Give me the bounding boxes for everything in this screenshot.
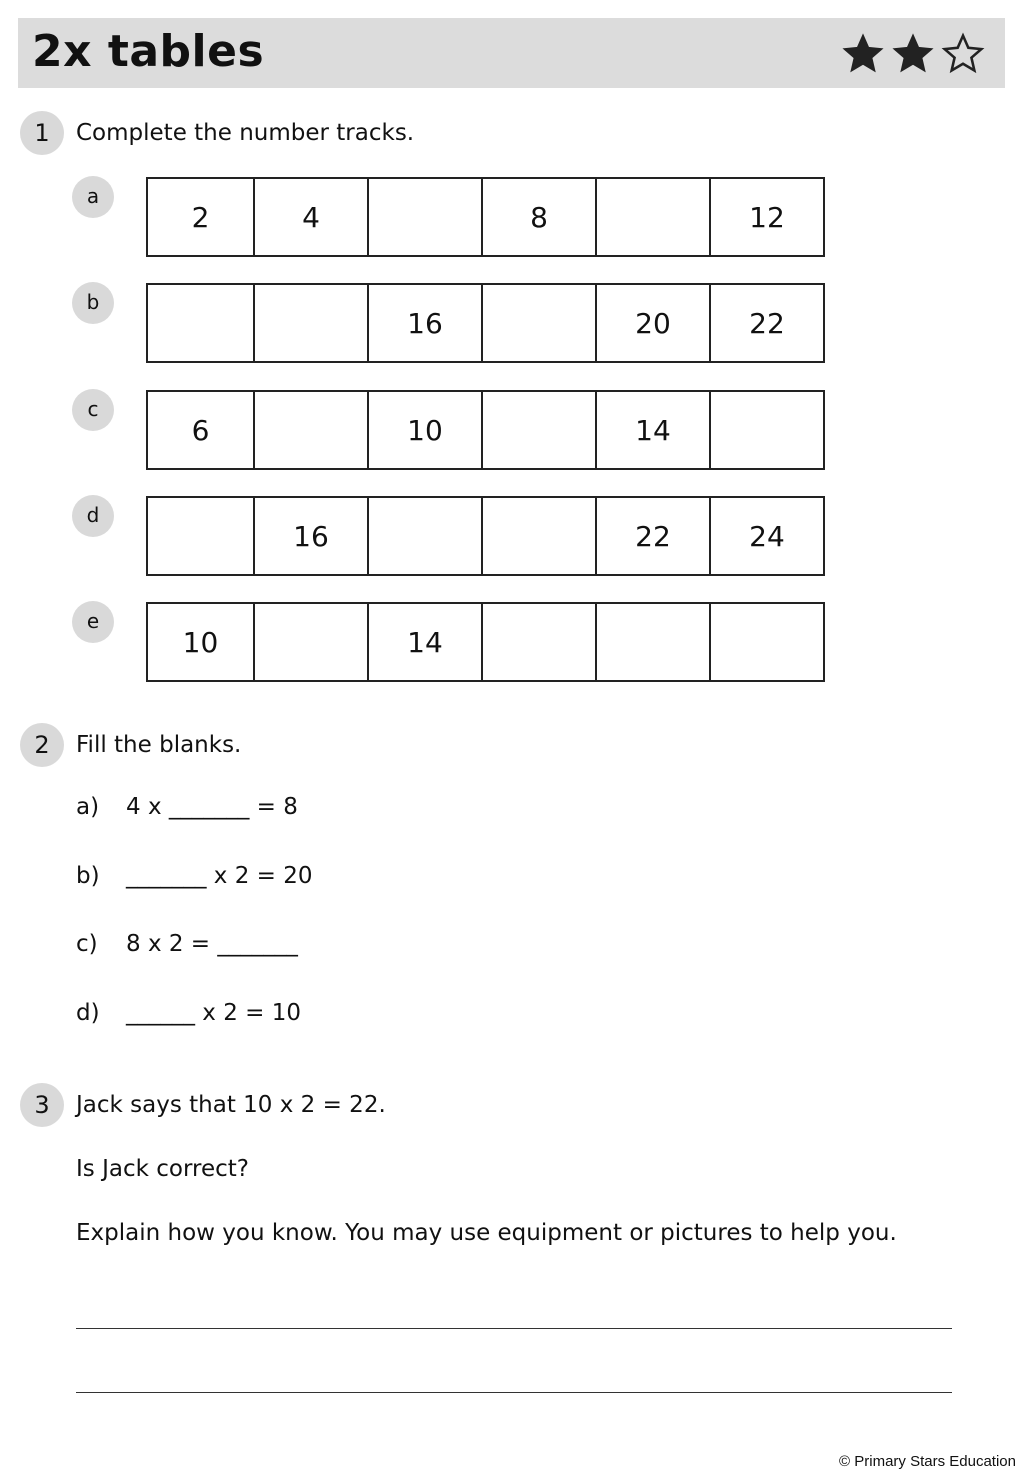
track-cell[interactable] [369, 498, 483, 574]
star-empty-icon [941, 32, 985, 76]
worksheet-header [18, 18, 1005, 88]
number-track-d [146, 496, 825, 576]
equation-text: _______ x 2 = 20 [126, 863, 313, 889]
answer-line[interactable] [76, 1392, 952, 1393]
track-cell: 16 [369, 285, 483, 361]
track-cell: 4 [255, 179, 369, 255]
track-cell: 6 [148, 392, 255, 468]
track-a-label: a [72, 176, 114, 218]
question-2-number: 2 [20, 723, 64, 767]
track-cell[interactable] [483, 285, 597, 361]
item-label: c) [76, 931, 98, 957]
fill-blank-c[interactable] [76, 929, 298, 959]
star-filled-icon [891, 32, 935, 76]
track-d-label: d [72, 495, 114, 537]
track-e-label: e [72, 601, 114, 643]
item-label: d) [76, 1000, 100, 1026]
equation-text: 8 x 2 = _______ [126, 931, 298, 957]
track-cell[interactable] [255, 604, 369, 680]
question-3-question: Is Jack correct? [76, 1156, 249, 1182]
number-track-a [146, 177, 825, 257]
track-cell[interactable] [255, 392, 369, 468]
track-cell[interactable] [255, 285, 369, 361]
track-cell[interactable] [148, 285, 255, 361]
fill-blank-b[interactable] [76, 861, 313, 891]
question-3-prompt: Jack says that 10 x 2 = 22. [76, 1092, 386, 1118]
question-1-number: 1 [20, 111, 64, 155]
fill-blank-d[interactable] [76, 998, 301, 1028]
copyright-footer: © Primary Stars Education [839, 1453, 1016, 1470]
number-track-e [146, 602, 825, 682]
track-cell[interactable] [597, 604, 711, 680]
fill-blank-a[interactable] [76, 792, 298, 822]
track-cell[interactable] [483, 392, 597, 468]
number-track-b [146, 283, 825, 363]
track-cell[interactable] [711, 604, 825, 680]
track-b-label: b [72, 282, 114, 324]
star-filled-icon [841, 32, 885, 76]
track-cell: 10 [369, 392, 483, 468]
track-cell[interactable] [483, 498, 597, 574]
track-cell: 10 [148, 604, 255, 680]
track-cell[interactable] [597, 179, 711, 255]
equation-text: 4 x _______ = 8 [126, 794, 298, 820]
track-cell[interactable] [711, 392, 825, 468]
track-cell[interactable] [369, 179, 483, 255]
question-2-prompt: Fill the blanks. [76, 732, 242, 758]
track-cell: 24 [711, 498, 825, 574]
track-cell: 2 [148, 179, 255, 255]
track-cell[interactable] [483, 604, 597, 680]
track-cell[interactable] [148, 498, 255, 574]
question-3-instruction: Explain how you know. You may use equipment or pictures to help you. [76, 1220, 897, 1246]
item-label: b) [76, 863, 100, 889]
track-cell: 14 [597, 392, 711, 468]
track-cell: 14 [369, 604, 483, 680]
track-cell: 8 [483, 179, 597, 255]
difficulty-stars [841, 32, 985, 76]
track-cell: 22 [597, 498, 711, 574]
number-track-c [146, 390, 825, 470]
track-cell: 16 [255, 498, 369, 574]
track-c-label: c [72, 389, 114, 431]
equation-text: ______ x 2 = 10 [126, 1000, 302, 1026]
track-cell: 20 [597, 285, 711, 361]
answer-line[interactable] [76, 1328, 952, 1329]
track-cell: 22 [711, 285, 825, 361]
track-cell: 12 [711, 179, 825, 255]
worksheet-title: 2x tables [32, 26, 265, 77]
question-1-prompt: Complete the number tracks. [76, 120, 415, 146]
question-3-number: 3 [20, 1083, 64, 1127]
item-label: a) [76, 794, 100, 820]
